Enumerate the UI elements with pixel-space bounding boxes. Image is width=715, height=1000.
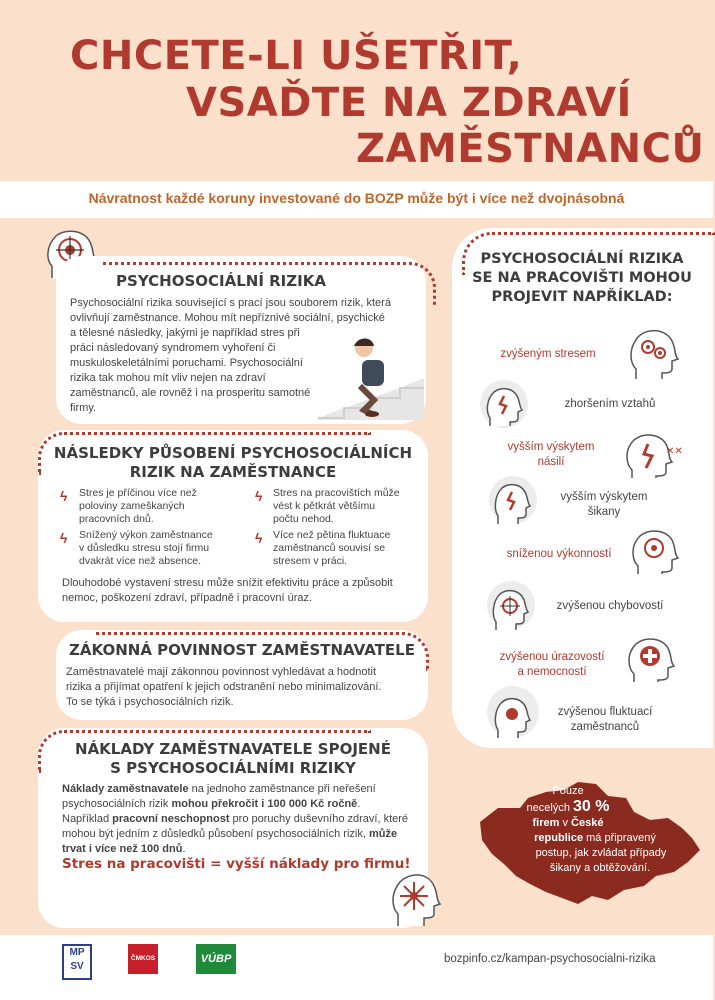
subtitle-bar — [0, 181, 713, 218]
footer — [0, 935, 713, 1000]
text-line: rizika tak mohou mít vliv nejen na zdraví — [70, 372, 266, 384]
title-line-1: CHCETE-LI UŠETŘIT, — [70, 33, 523, 79]
legal-duty-heading: ZÁKONNÁ POVINNOST ZAMĚSTNAVATELE — [69, 641, 415, 659]
consequences-footer: Dlouhodobé vystavení stresu může snížit efektivitu práce a způsobit nemoc, poškození zdraví, případně i pracovní úraz. — [62, 577, 393, 604]
injury-head-icon — [626, 630, 680, 684]
text-line: firmy. — [70, 402, 97, 414]
bullying-head-icon — [486, 474, 540, 526]
title-line-3: ZAMĚSTNANCŮ — [356, 126, 705, 172]
title-line-2: VSAĎTE NA ZDRAVÍ — [186, 80, 632, 126]
campaign-url[interactable]: bozpinfo.cz/kampan-psychosocialni-rizika — [444, 953, 656, 965]
consequence-item-2: Stres na pracovištích může vést k pětkrát většímu počtu nehod. — [273, 487, 400, 525]
costs-paragraph-1: Náklady zaměstnavatele na jednoho zaměstnance při neřešení psychosociálních rizik mohou překročit i 100 000 Kč ročně. — [62, 783, 376, 810]
lightning-icon: ϟ — [60, 488, 68, 504]
mpsv-logo: MP SV — [62, 944, 92, 980]
turnover-head-icon — [484, 684, 542, 740]
legal-duty-text: Zaměstnavatelé mají zákonnou povinnost vyhledávat a hodnotit rizika a přijímat opatření k jejich odstranění nebo minimalizování. To se týká i psychosociálních rizik. — [66, 666, 382, 708]
svg-text:✕✕: ✕✕ — [666, 446, 683, 457]
manifestation-performance: sníženou výkonností — [506, 548, 612, 560]
cmkos-logo: ČMKOS — [128, 944, 158, 974]
map-text: Pouze necelých 30 % firem v České republice má připravený postup, jak zvládat případy šikany a obtěžování. — [526, 785, 667, 874]
text-line: práci následovaný syndromem vyhoření či — [70, 342, 276, 354]
subtitle: Návratnost každé koruny investované do BOZP může být i více než dvojnásobná — [88, 190, 625, 206]
text-line: a tělesné následky, jakými je například stres při — [70, 327, 300, 339]
errors-head-icon — [484, 578, 538, 632]
stressed-worker-illustration — [314, 330, 426, 420]
manifestation-errors: zvýšenou chybovostí — [556, 600, 664, 612]
costs-paragraph-2: Například pracovní neschopnost pro poruchy duševního zdraví, které mohou být jedním z důsledků působení psychosociálních rizik, může trvat i více než 100 dnů. — [62, 813, 409, 855]
costs-slogan: Stres na pracovišti = vyšší náklady pro firmu! — [62, 856, 411, 872]
manifestation-stress: zvýšeným stresem — [500, 348, 596, 360]
performance-head-icon — [630, 524, 682, 576]
text-line: Psychosociální rizika související s prací jsou souborem rizik, která — [70, 297, 391, 309]
text-line: muskuloskeletálními poruchami. Psychosociální — [70, 357, 303, 369]
consequence-item-4: Více než pětina fluktuace zaměstnanců souvisí se stresem v práci. — [273, 529, 391, 567]
manifestations-heading: PSYCHOSOCIÁLNÍ RIZIKA SE NA PRACOVIŠTI MOHOU PROJEVIT NAPŘÍKLAD: — [472, 251, 692, 305]
psychosocial-heading: PSYCHOSOCIÁLNÍ RIZIKA — [116, 272, 326, 290]
head-with-flower-icon — [390, 868, 442, 928]
costs-heading: NÁKLADY ZAMĚSTNAVATELE SPOJENÉ S PSYCHOSOCIÁLNÍMI RIZIKY — [75, 740, 391, 777]
lightning-icon: ϟ — [255, 488, 263, 504]
lightning-icon: ϟ — [255, 530, 263, 546]
consequence-item-1: Stres je příčinou více než poloviny zameškaných pracovních dnů. — [79, 487, 197, 525]
manifestation-injuries: zvýšenou úrazovostí a nemocností — [499, 651, 605, 678]
stress-head-icon — [626, 325, 684, 381]
lightning-icon: ϟ — [60, 530, 68, 546]
text-line: ovlivňují zaměstnance. Mohou mít nepříznivé sociální, psychické — [70, 312, 385, 324]
manifestation-violence: vyšším výskytem násilí — [507, 441, 595, 468]
broken-relationship-head-icon — [476, 378, 532, 430]
manifestation-turnover: zvýšenou fluktuací zaměstnanců — [557, 706, 653, 733]
manifestation-bullying: vyšším výskytem šikany — [560, 491, 648, 518]
vubp-logo: VÚBP — [196, 944, 236, 974]
violence-head-icon — [622, 430, 683, 480]
consequence-item-3: Snížený výkon zaměstnance v důsledku stresu stojí firmu dvakrát více než absence. — [79, 529, 213, 567]
manifestation-relations: zhoršením vztahů — [564, 398, 656, 410]
text-line: zaměstnanců, ale rovněž i na prosperitu samotné — [70, 387, 311, 399]
consequences-heading: NÁSLEDKY PŮSOBENÍ PSYCHOSOCIÁLNÍCH RIZIK NA ZAMĚSTNANCE — [53, 444, 413, 481]
